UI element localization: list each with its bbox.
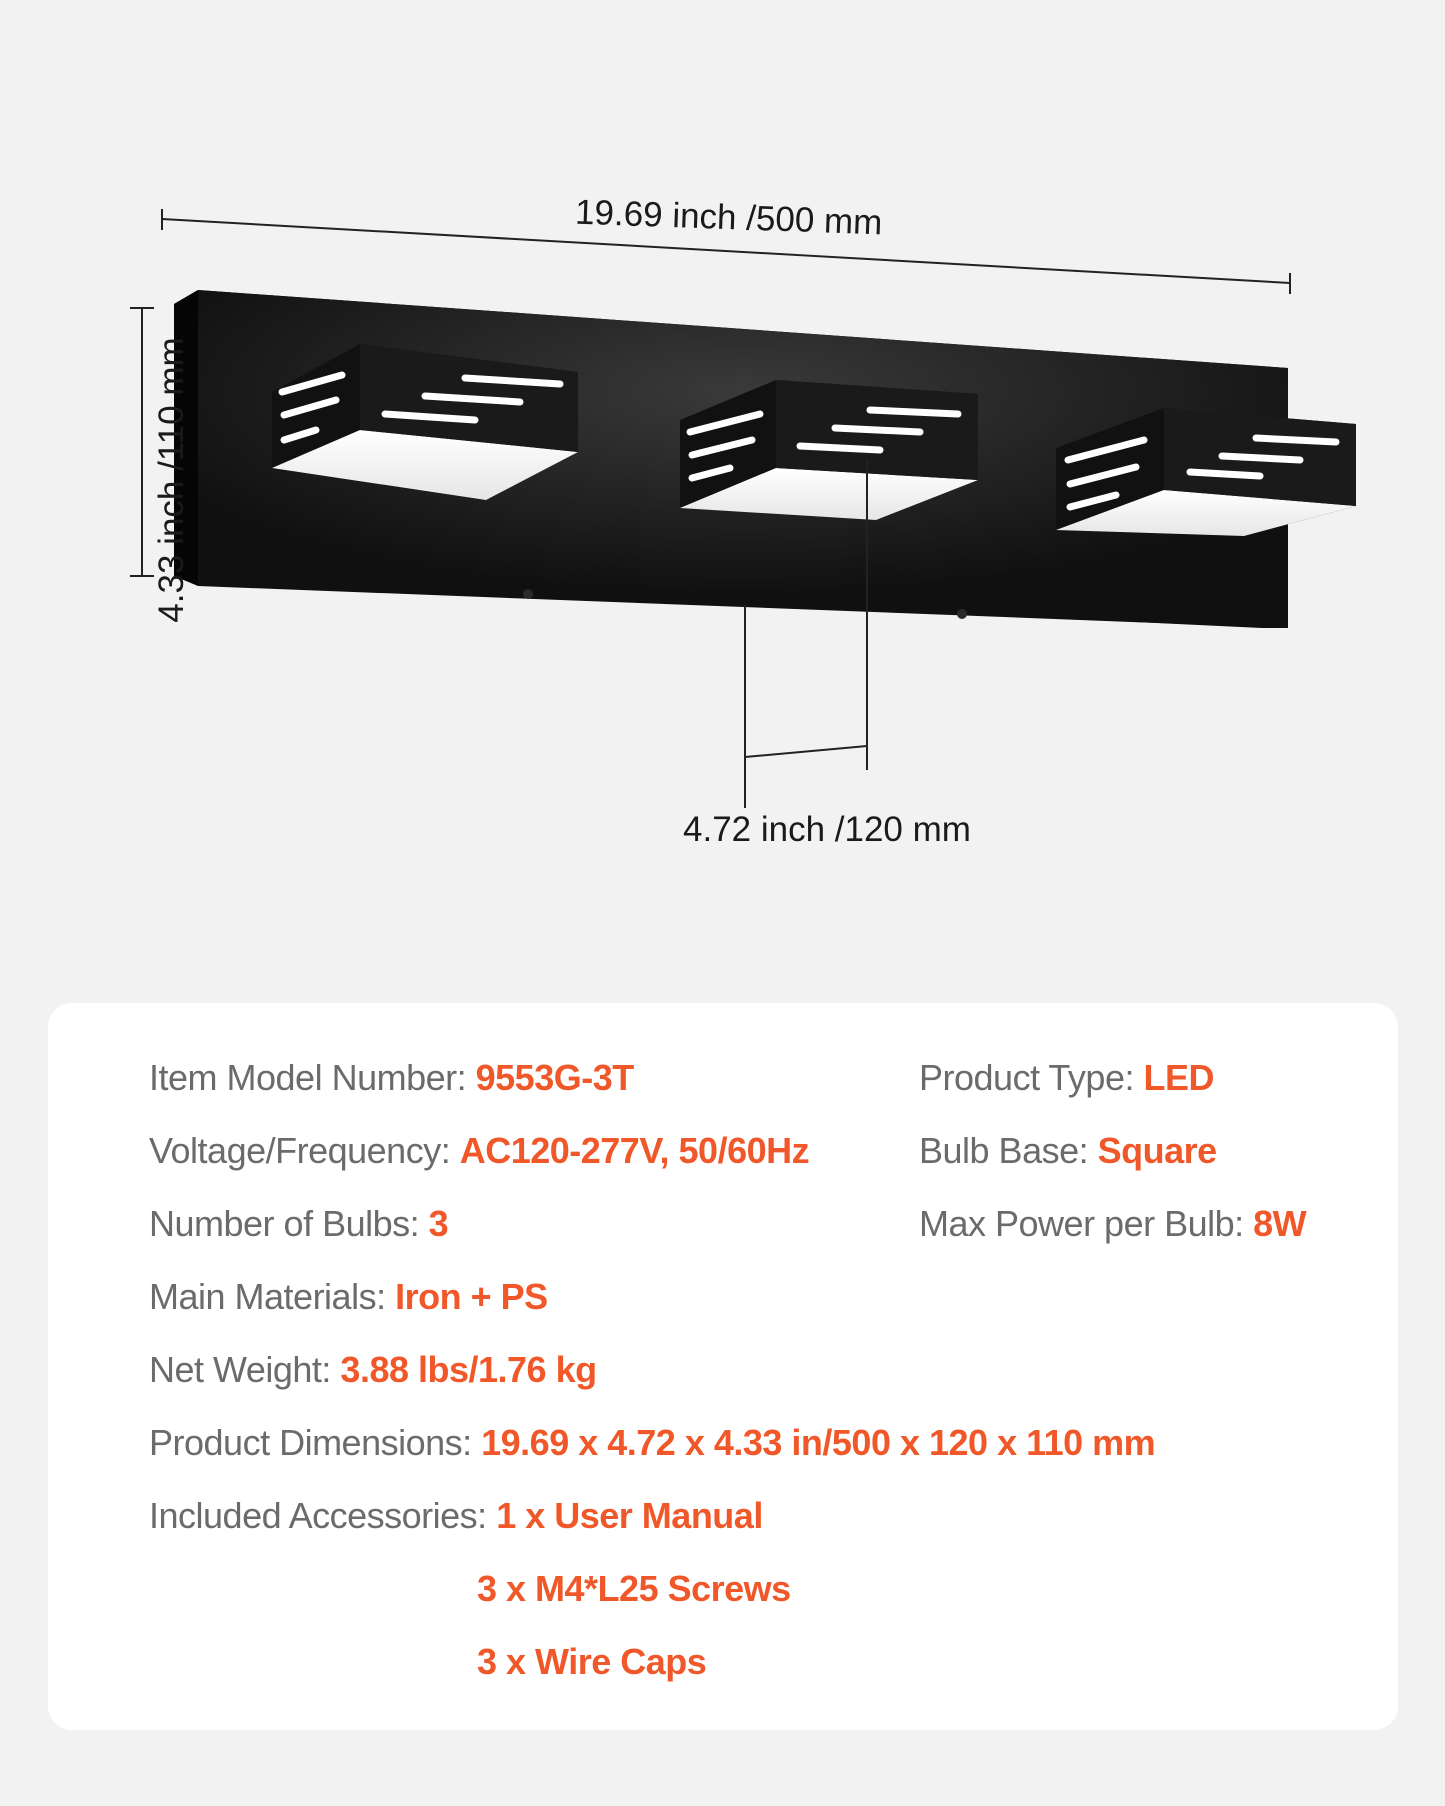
spec-bulb-base-value: Square: [1097, 1130, 1217, 1171]
spec-bulbs: [149, 1203, 448, 1245]
spec-product-type-value: LED: [1143, 1057, 1214, 1098]
width-dimension-label: 19.69 inch /500 mm: [574, 192, 884, 243]
spec-max-power-label: Max Power per Bulb:: [919, 1203, 1254, 1244]
spec-weight-label: Net Weight:: [149, 1349, 341, 1390]
spec-bulb-base-label: Bulb Base:: [919, 1130, 1098, 1171]
spec-materials-value: Iron + PS: [395, 1276, 548, 1317]
specifications-card: [48, 1003, 1398, 1730]
height-dimension-label: 4.33 inch /110 mm: [152, 337, 191, 623]
spec-materials: [149, 1276, 548, 1318]
spec-model-value: 9553G-3T: [475, 1057, 634, 1098]
spec-model: [149, 1057, 634, 1099]
spec-accessories: [149, 1495, 763, 1537]
spec-model-label: Item Model Number:: [149, 1057, 476, 1098]
product-diagram: [0, 0, 1445, 900]
spec-accessories-label: Included Accessories:: [149, 1495, 497, 1536]
spec-accessories-row-3: [477, 1641, 706, 1683]
spec-voltage: [149, 1130, 809, 1172]
spec-bulbs-value: 3: [428, 1203, 449, 1244]
spec-accessory-item: 1 x User Manual: [496, 1495, 763, 1536]
spec-voltage-value: AC120-277V, 50/60Hz: [459, 1130, 810, 1171]
height-dimension-line: [130, 308, 154, 576]
spec-max-power: [919, 1203, 1306, 1245]
spec-weight: [149, 1349, 597, 1391]
spec-dimensions-value: 19.69 x 4.72 x 4.33 in/500 x 120 x 110 mm: [481, 1422, 1156, 1463]
spec-materials-label: Main Materials:: [149, 1276, 396, 1317]
spec-dimensions-label: Product Dimensions:: [149, 1422, 482, 1463]
spec-weight-value: 3.88 lbs/1.76 kg: [340, 1349, 597, 1390]
spec-voltage-label: Voltage/Frequency:: [149, 1130, 460, 1171]
spec-accessory-item: 3 x Wire Caps: [477, 1641, 707, 1682]
spec-product-type-label: Product Type:: [919, 1057, 1144, 1098]
spec-bulb-base: [919, 1130, 1217, 1172]
spec-dimensions: [149, 1422, 1155, 1464]
spec-bulbs-label: Number of Bulbs:: [149, 1203, 429, 1244]
spec-accessory-item: 3 x M4*L25 Screws: [477, 1568, 791, 1609]
light-fixture-drawing: [0, 0, 1445, 900]
spec-accessories-row-2: [477, 1568, 791, 1610]
spec-max-power-value: 8W: [1253, 1203, 1307, 1244]
depth-dimension-label: 4.72 inch /120 mm: [683, 810, 971, 849]
spec-product-type: [919, 1057, 1214, 1099]
